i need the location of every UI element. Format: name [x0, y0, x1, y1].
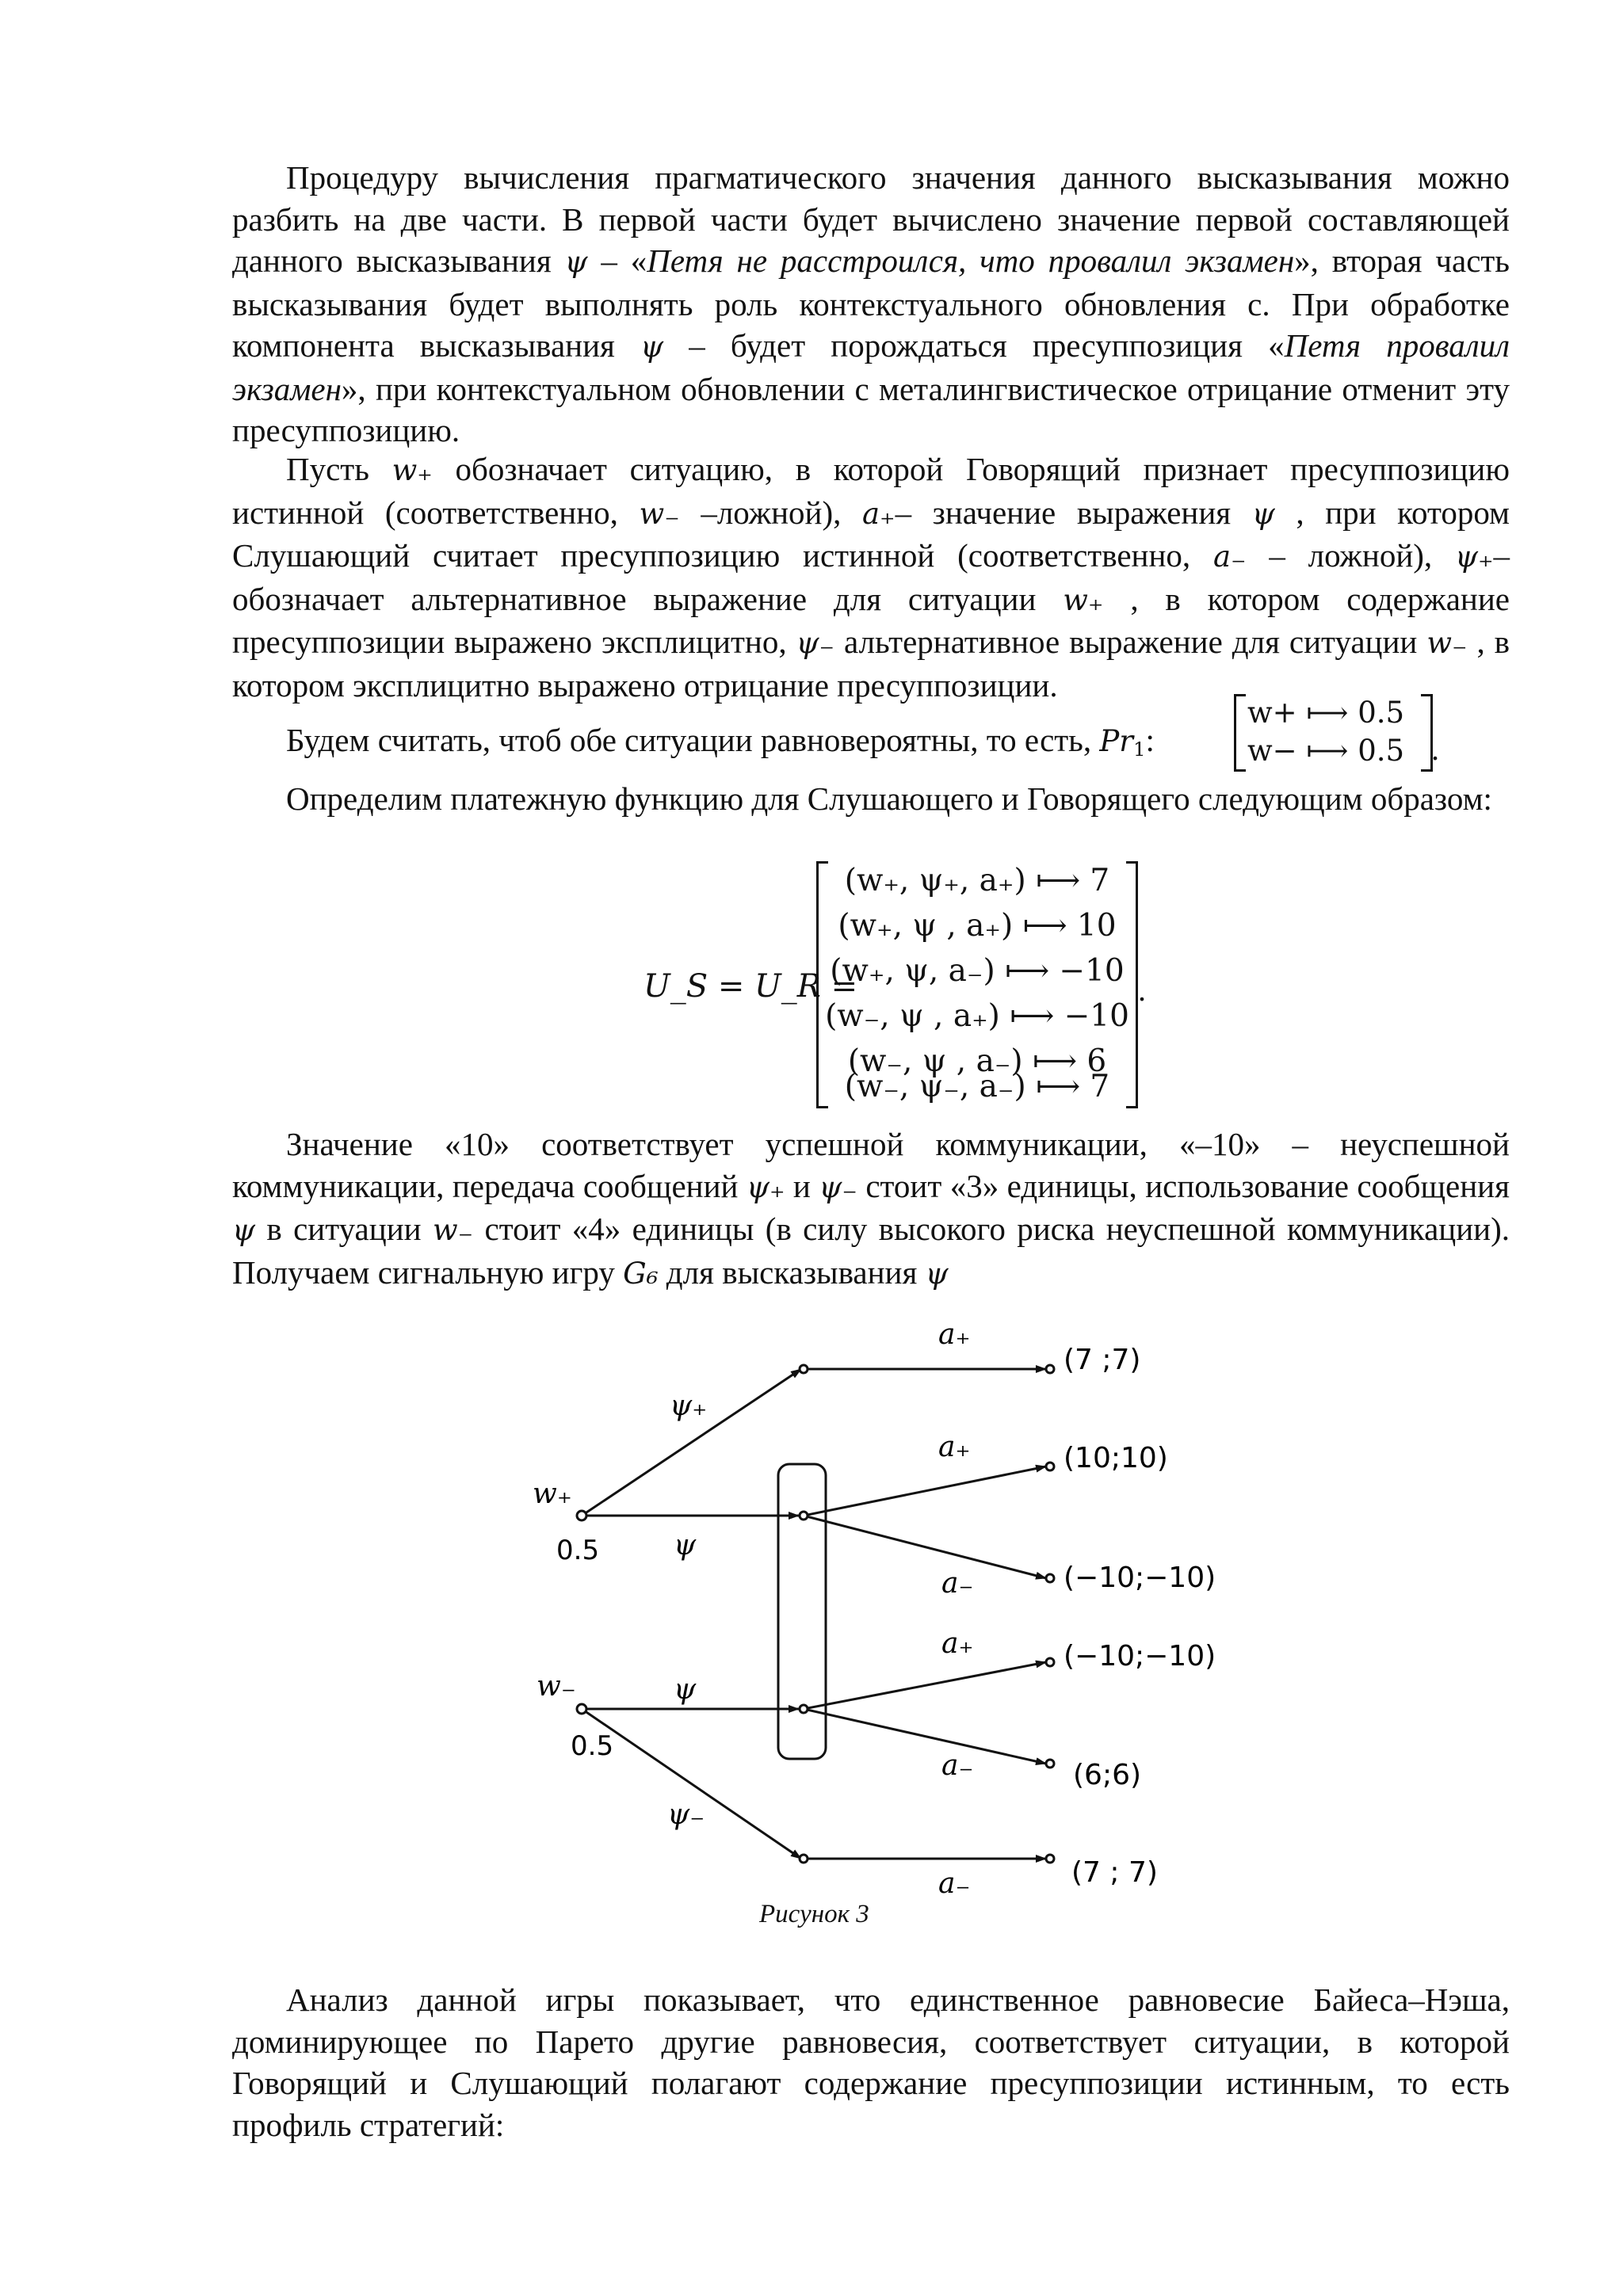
pr-subscript: 1: [1132, 738, 1146, 761]
edge-a5: [804, 1709, 1046, 1764]
p1-text-e: », при контекстуальном обновлении с металингвистическое отрицание отменит эту пресуппозицию.: [232, 370, 1510, 448]
p5-text-c: стоит «3» единицы, использование сообщения: [857, 1167, 1510, 1204]
payoff-1: (7 ;7): [1064, 1344, 1141, 1376]
psi-symbol: ψ: [232, 1213, 256, 1247]
figure-caption: Рисунок 3: [759, 1900, 869, 1928]
prob-row-w-plus: w+ ⟼ 0.5: [1247, 696, 1405, 730]
payoff-lhs: U_S = U_R =: [643, 968, 858, 1005]
w-minus-symbol: w₋: [432, 1213, 474, 1247]
payoff-period: .: [1138, 972, 1146, 1008]
terminal-node: [1046, 1463, 1054, 1470]
payoff-4: (−10;−10): [1064, 1640, 1216, 1672]
p1-text-a: Процедуру вычисления прагматического значения данного высказывания можно разбить на две части. В первой части будет вычислено значение первой составляющей данного высказывания: [232, 159, 1510, 279]
payoff-row: (w₋, ψ₋, a₋) ⟼ 7: [844, 1069, 1110, 1104]
p2-text-c: –ложной),: [679, 494, 862, 531]
payoff-6: (7 ; 7): [1071, 1856, 1158, 1889]
node-receiver: [800, 1365, 808, 1373]
p1-quote-2: Петя провалил экзамен: [232, 327, 1510, 407]
w-plus-symbol: w₊: [391, 453, 433, 487]
p5-text-b: и: [785, 1167, 819, 1204]
p2-text-j: , в котором эксплицитно выражено отрицание пресуппозиции.: [232, 624, 1510, 704]
psi-symbol: ψ: [564, 245, 588, 279]
terminal-node: [1046, 1574, 1054, 1582]
p1-quote-1: Петя не расстроился, что провалил экзамен: [647, 242, 1295, 279]
label-psi-plus: ψ₊: [670, 1390, 708, 1422]
edge-a4: [804, 1662, 1046, 1709]
label-a3: a₋: [941, 1567, 974, 1600]
p3-text: Будем считать, чтоб обе ситуации равновероятны, то есть,: [286, 722, 1100, 758]
payoff-5: (6;6): [1073, 1759, 1142, 1791]
w-minus-symbol: w₋: [639, 496, 680, 531]
p2-text-a: Пусть: [286, 451, 392, 487]
psi-minus-symbol: ψ₋: [796, 626, 835, 660]
psi-plus-symbol: ψ₊: [746, 1169, 785, 1204]
node-receiver: [800, 1705, 808, 1713]
payoff-3: (−10;−10): [1064, 1562, 1216, 1594]
p2-text-g: – обозначает альтернативное выражение для ситуации: [232, 537, 1510, 617]
g6-symbol: G₆: [623, 1256, 659, 1291]
label-a4: a₊: [941, 1627, 974, 1660]
edge-a2: [804, 1466, 1046, 1516]
node-w-minus: [577, 1704, 586, 1714]
label-prob-minus: 0.5: [571, 1730, 614, 1762]
psi-minus-symbol: ψ₋: [819, 1169, 857, 1204]
w-minus-symbol: w₋: [1426, 626, 1468, 660]
label-a6: a₋: [938, 1867, 971, 1900]
payoff-row: (w₊, ψ₊, a₊) ⟼ 7: [844, 863, 1110, 898]
label-a5: a₋: [941, 1749, 974, 1782]
terminal-node: [1046, 1760, 1054, 1768]
paragraph-4: Определим платежную функцию для Слушающего и Говорящего следующим образом:: [286, 780, 1492, 817]
p2-text-i: альтернативное выражение для ситуации: [834, 624, 1427, 660]
label-a2: a₊: [938, 1431, 971, 1463]
pr-label: Pr: [1099, 724, 1133, 758]
p2-text-b: обозначает ситуацию, в которой Говорящий признает пресуппозицию истинной (соответственно,: [232, 451, 1510, 531]
p2-text-e: , при котором Слушающий считает пресуппозицию истинной (соответственно,: [232, 494, 1510, 574]
p2-text-f: – ложной),: [1246, 537, 1455, 574]
p1-text-b: – «: [587, 242, 647, 279]
node-receiver: [800, 1512, 808, 1520]
label-w-minus: w₋: [537, 1670, 576, 1703]
node-w-plus: [577, 1511, 586, 1520]
terminal-node: [1046, 1855, 1054, 1863]
label-psi-top: ψ: [674, 1529, 697, 1562]
payoff-row: (w₋, ψ , a₊) ⟼ −10: [825, 998, 1129, 1034]
pr-colon: :: [1145, 722, 1155, 758]
p2-text-h: , в котором содержание пресуппозиции выражено эксплицитно,: [232, 580, 1510, 660]
pr-period: .: [1431, 731, 1439, 767]
payoff-2: (10;10): [1064, 1442, 1168, 1474]
label-psi-minus: ψ₋: [667, 1798, 705, 1831]
p5-text-d: в ситуации: [255, 1211, 433, 1247]
psi-plus-symbol: ψ₊: [1454, 540, 1494, 574]
p1-text-c: », вторая часть высказывания будет выполнять роль контекстуального обновления с. При обработке компонента высказывания: [232, 242, 1510, 364]
terminal-node: [1046, 1365, 1054, 1373]
a-plus-symbol: a₊: [861, 496, 896, 531]
edge-psi-minus: [582, 1709, 801, 1859]
psi-symbol: ψ: [1251, 496, 1275, 531]
payoff-row: (w₋, ψ , a₋) ⟼ 6: [847, 1043, 1107, 1079]
paragraph-6: Анализ данной игры показывает, что единственное равновесие Байеса–Нэша, доминирующее по Парето другие равновесия, соответствует ситуации, в которой Говорящий и Слушающий полагают содержание пресуппозиции истинным, то есть профиль стратегий:: [232, 1981, 1510, 2143]
information-set-box: [778, 1464, 826, 1759]
psi-symbol: ψ: [640, 330, 664, 364]
edge-a3: [804, 1516, 1046, 1578]
label-a1: a₊: [938, 1318, 971, 1351]
payoff-row: (w₊, ψ, a₋) ⟼ −10: [830, 953, 1125, 989]
a-minus-symbol: a₋: [1212, 540, 1247, 574]
label-prob-plus: 0.5: [556, 1535, 600, 1566]
p5-text-f: для высказывания: [658, 1253, 926, 1291]
psi-symbol: ψ: [925, 1256, 949, 1291]
label-w-plus: w₊: [533, 1478, 572, 1510]
p2-text-d: – значение выражения: [895, 494, 1252, 531]
p5-text-a: Значение «10» соответствует успешной коммуникации, «–10» – неуспешной коммуникации, передача сообщений: [232, 1126, 1510, 1204]
prob-row-w-minus: w− ⟼ 0.5: [1247, 734, 1405, 768]
p5-text-e: стоит «4» единицы (в силу высокого риска неуспешной коммуникации). Получаем сигнальную игру: [232, 1211, 1510, 1291]
p1-text-d: – будет порождаться пресуппозиция «: [663, 327, 1285, 364]
terminal-node: [1046, 1658, 1054, 1666]
label-psi-bottom: ψ: [674, 1673, 697, 1706]
payoff-row: (w₊, ψ , a₊) ⟼ 10: [838, 908, 1117, 944]
node-receiver: [800, 1855, 808, 1863]
w-plus-symbol: w₊: [1063, 582, 1104, 617]
